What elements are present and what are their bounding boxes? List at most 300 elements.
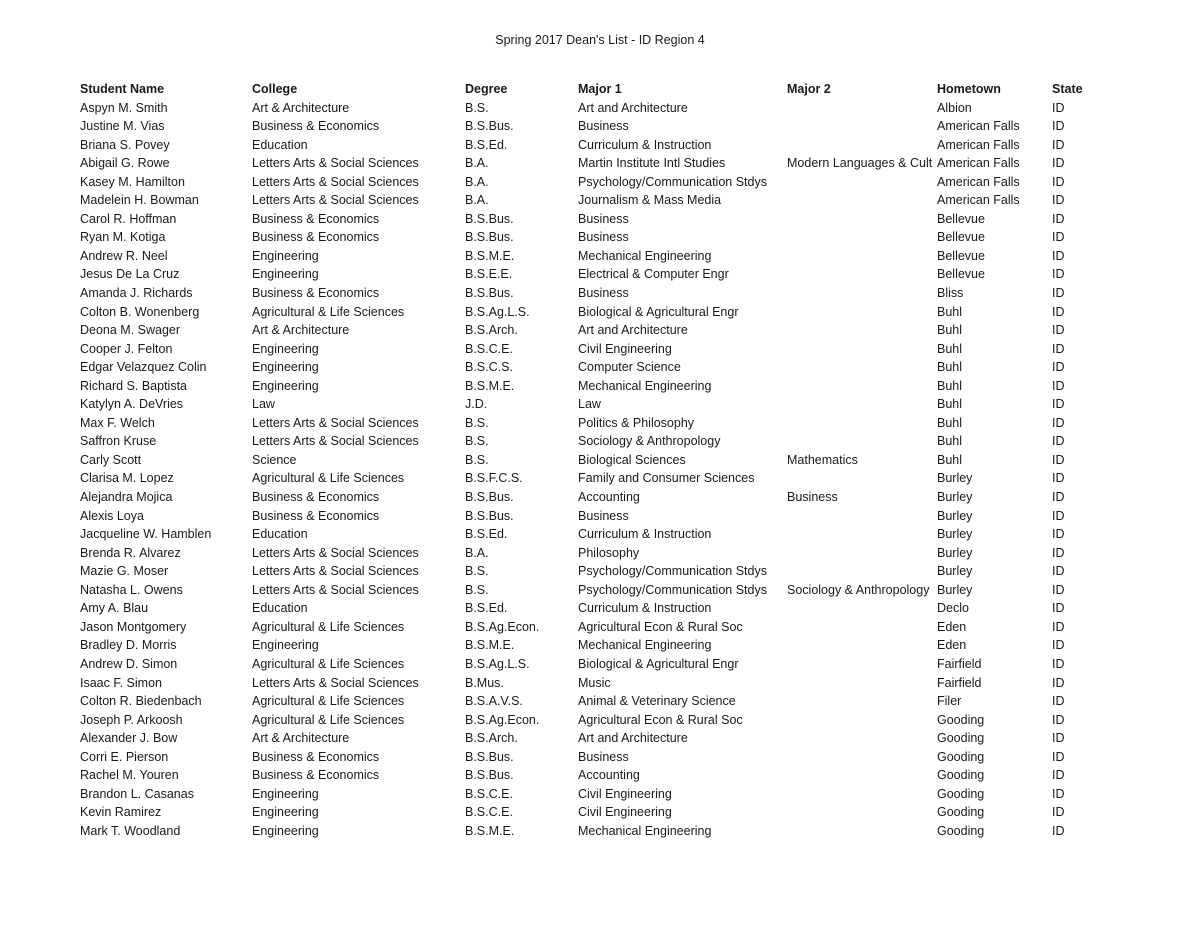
degree-cell: B.A. (465, 174, 489, 189)
hometown-cell: Filer (937, 694, 962, 709)
degree-cell: B.S.C.S. (465, 360, 513, 375)
state-cell: ID (1052, 323, 1065, 338)
major-1-cell: Business (578, 211, 629, 226)
table-row (78, 507, 1098, 526)
column-header-college: College (252, 82, 298, 96)
major-2-cell (785, 692, 935, 711)
major-2-cell (785, 321, 935, 340)
major-2-cell (785, 414, 935, 433)
major-2-cell: Modern Languages & Cult (787, 156, 933, 171)
college-cell: Science (252, 452, 297, 467)
degree-cell: B.A. (465, 545, 489, 560)
table-row (78, 432, 1098, 451)
major-2-cell (785, 228, 935, 247)
major-1-cell: Civil Engineering (578, 341, 672, 356)
hometown-cell: Buhl (937, 304, 963, 319)
college-cell: Agricultural & Life Sciences (252, 712, 405, 727)
hometown-cell: Gooding (937, 749, 985, 764)
hometown-cell: Bellevue (937, 248, 985, 263)
hometown-cell: Bliss (937, 286, 964, 301)
major-2-cell (785, 766, 935, 785)
hometown-cell: Eden (937, 638, 967, 653)
table-row (78, 544, 1098, 563)
college-cell: Letters Arts & Social Sciences (252, 415, 419, 430)
table-row (78, 321, 1098, 340)
major-1-cell: Business (578, 749, 629, 764)
college-cell: Business & Economics (252, 768, 380, 783)
student-name-cell: Joseph P. Arkoosh (80, 712, 183, 727)
hometown-cell: Burley (937, 582, 973, 597)
major-1-cell: Curriculum & Instruction (578, 601, 712, 616)
major-1-cell: Accounting (578, 490, 640, 505)
major-1-cell: Business (578, 119, 629, 134)
table-row (78, 581, 1098, 600)
hometown-cell: Albion (937, 100, 972, 115)
state-cell: ID (1052, 471, 1065, 486)
major-1-cell: Curriculum & Instruction (578, 527, 712, 542)
student-name-cell: Abigail G. Rowe (80, 156, 170, 171)
degree-cell: B.S.A.V.S. (465, 694, 523, 709)
student-name-cell: Colton B. Wonenberg (80, 304, 200, 319)
major-2-cell: Sociology & Anthropology (787, 582, 930, 597)
hometown-cell: Gooding (937, 712, 985, 727)
hometown-cell: American Falls (937, 156, 1020, 171)
degree-cell: B.A. (465, 193, 489, 208)
college-cell: Engineering (252, 267, 319, 282)
hometown-cell: Buhl (937, 452, 963, 467)
table-row (78, 265, 1098, 284)
major-2-cell (785, 803, 935, 822)
major-2-cell (785, 265, 935, 284)
major-1-cell: Mechanical Engineering (578, 638, 712, 653)
table-row (78, 247, 1098, 266)
table-row (78, 136, 1098, 155)
table-row (78, 173, 1098, 192)
state-cell: ID (1052, 768, 1065, 783)
degree-cell: B.S.Arch. (465, 731, 518, 746)
degree-cell: B.S.Ag.Econ. (465, 619, 540, 634)
table-row (78, 191, 1098, 210)
college-cell: Business & Economics (252, 286, 380, 301)
hometown-cell: Gooding (937, 768, 985, 783)
table-row (78, 822, 1098, 841)
college-cell: Letters Arts & Social Sciences (252, 675, 419, 690)
college-cell: Agricultural & Life Sciences (252, 471, 405, 486)
degree-cell: B.S.M.E. (465, 823, 515, 838)
major-1-cell: Mechanical Engineering (578, 248, 712, 263)
table-row (78, 766, 1098, 785)
major-2-cell (785, 191, 935, 210)
degree-cell: B.S.Bus. (465, 490, 514, 505)
table-row (78, 803, 1098, 822)
column-header-hometown: Hometown (937, 82, 1001, 96)
major-1-cell: Business (578, 286, 629, 301)
document-title: Spring 2017 Dean's List - ID Region 4 (495, 33, 705, 47)
major-2-cell (785, 711, 935, 730)
college-cell: Letters Arts & Social Sciences (252, 156, 419, 171)
degree-cell: B.S.Ag.Econ. (465, 712, 540, 727)
student-name-cell: Amanda J. Richards (80, 286, 193, 301)
student-name-cell: Kevin Ramirez (80, 805, 162, 820)
student-name-cell: Briana S. Povey (80, 137, 170, 152)
hometown-cell: American Falls (937, 174, 1020, 189)
college-cell: Agricultural & Life Sciences (252, 694, 405, 709)
degree-cell: B.S. (465, 582, 489, 597)
major-2-cell (785, 507, 935, 526)
table-row (78, 599, 1098, 618)
college-cell: Letters Arts & Social Sciences (252, 582, 419, 597)
student-name-cell: Andrew R. Neel (80, 248, 168, 263)
table-row (78, 303, 1098, 322)
student-name-cell: Brenda R. Alvarez (80, 545, 181, 560)
major-1-cell: Philosophy (578, 545, 640, 560)
college-cell: Art & Architecture (252, 100, 350, 115)
student-name-cell: Rachel M. Youren (80, 768, 179, 783)
student-name-cell: Saffron Kruse (80, 434, 157, 449)
major-2-cell: Mathematics (787, 452, 858, 467)
student-name-cell: Katylyn A. DeVries (80, 397, 184, 412)
state-cell: ID (1052, 286, 1065, 301)
hometown-cell: Fairfield (937, 675, 982, 690)
degree-cell: B.S.C.E. (465, 805, 513, 820)
major-1-cell: Business (578, 230, 629, 245)
major-2-cell (785, 358, 935, 377)
state-cell: ID (1052, 712, 1065, 727)
major-2-cell (785, 618, 935, 637)
state-cell: ID (1052, 100, 1065, 115)
state-cell: ID (1052, 452, 1065, 467)
major-1-cell: Civil Engineering (578, 805, 672, 820)
major-2-cell (785, 469, 935, 488)
major-1-cell: Law (578, 397, 601, 412)
table-row (78, 636, 1098, 655)
major-2-cell (785, 655, 935, 674)
deans-list-table (78, 80, 1098, 840)
college-cell: Letters Arts & Social Sciences (252, 434, 419, 449)
degree-cell: B.S.C.E. (465, 786, 513, 801)
student-name-cell: Cooper J. Felton (80, 341, 173, 356)
major-1-cell: Agricultural Econ & Rural Soc (578, 619, 743, 634)
college-cell: Agricultural & Life Sciences (252, 619, 405, 634)
degree-cell: B.S.Ed. (465, 527, 508, 542)
student-name-cell: Carly Scott (80, 452, 142, 467)
degree-cell: B.A. (465, 156, 489, 171)
college-cell: Engineering (252, 248, 319, 263)
college-cell: Business & Economics (252, 508, 380, 523)
major-2-cell (785, 99, 935, 118)
student-name-cell: Corri E. Pierson (80, 749, 169, 764)
major-1-cell: Accounting (578, 768, 640, 783)
student-name-cell: Mark T. Woodland (80, 823, 181, 838)
table-row (78, 525, 1098, 544)
state-cell: ID (1052, 619, 1065, 634)
state-cell: ID (1052, 434, 1065, 449)
major-2-cell (785, 377, 935, 396)
hometown-cell: Buhl (937, 434, 963, 449)
major-1-cell: Biological & Agricultural Engr (578, 656, 739, 671)
student-name-cell: Aspyn M. Smith (80, 100, 168, 115)
hometown-cell: American Falls (937, 137, 1020, 152)
degree-cell: B.S.C.E. (465, 341, 513, 356)
major-2-cell (785, 432, 935, 451)
college-cell: Law (252, 397, 275, 412)
state-cell: ID (1052, 601, 1065, 616)
hometown-cell: Eden (937, 619, 967, 634)
hometown-cell: Buhl (937, 378, 963, 393)
major-1-cell: Politics & Philosophy (578, 415, 695, 430)
state-cell: ID (1052, 267, 1065, 282)
hometown-cell: Gooding (937, 731, 985, 746)
student-name-cell: Mazie G. Moser (80, 564, 169, 579)
college-cell: Engineering (252, 378, 319, 393)
major-1-cell: Psychology/Communication Stdys (578, 582, 767, 597)
table-row (78, 154, 1098, 173)
state-cell: ID (1052, 731, 1065, 746)
major-2-cell (785, 636, 935, 655)
hometown-cell: Buhl (937, 323, 963, 338)
major-2-cell (785, 284, 935, 303)
college-cell: Art & Architecture (252, 731, 350, 746)
hometown-cell: Buhl (937, 397, 963, 412)
hometown-cell: Gooding (937, 786, 985, 801)
table-row (78, 210, 1098, 229)
college-cell: Engineering (252, 805, 319, 820)
student-name-cell: Andrew D. Simon (80, 656, 178, 671)
student-name-cell: Clarisa M. Lopez (80, 471, 174, 486)
degree-cell: B.S.M.E. (465, 248, 515, 263)
major-2-cell (785, 785, 935, 804)
degree-cell: B.S. (465, 564, 489, 579)
table-row (78, 711, 1098, 730)
college-cell: Engineering (252, 823, 319, 838)
major-1-cell: Journalism & Mass Media (578, 193, 722, 208)
major-1-cell: Computer Science (578, 360, 681, 375)
college-cell: Engineering (252, 360, 319, 375)
degree-cell: B.S. (465, 100, 489, 115)
state-cell: ID (1052, 638, 1065, 653)
degree-cell: B.S.Bus. (465, 286, 514, 301)
major-1-cell: Psychology/Communication Stdys (578, 174, 767, 189)
major-1-cell: Curriculum & Instruction (578, 137, 712, 152)
college-cell: Business & Economics (252, 211, 380, 226)
student-name-cell: Jacqueline W. Hamblen (80, 527, 212, 542)
degree-cell: B.S. (465, 452, 489, 467)
table-row (78, 469, 1098, 488)
table-row (78, 99, 1098, 118)
header-row (78, 80, 1098, 99)
college-cell: Education (252, 601, 308, 616)
major-1-cell: Art and Architecture (578, 100, 688, 115)
hometown-cell: Burley (937, 490, 973, 505)
table-row (78, 488, 1098, 507)
table-row (78, 451, 1098, 470)
hometown-cell: Burley (937, 564, 973, 579)
college-cell: Education (252, 137, 308, 152)
student-name-cell: Ryan M. Kotiga (80, 230, 166, 245)
hometown-cell: Fairfield (937, 656, 982, 671)
college-cell: Education (252, 527, 308, 542)
major-1-cell: Music (578, 675, 611, 690)
student-name-cell: Isaac F. Simon (80, 675, 162, 690)
student-name-cell: Justine M. Vias (80, 119, 165, 134)
degree-cell: B.Mus. (465, 675, 504, 690)
major-1-cell: Business (578, 508, 629, 523)
student-name-cell: Colton R. Biedenbach (80, 694, 202, 709)
degree-cell: B.S.Bus. (465, 768, 514, 783)
major-2-cell (785, 210, 935, 229)
major-1-cell: Psychology/Communication Stdys (578, 564, 767, 579)
table-row (78, 692, 1098, 711)
table-row (78, 414, 1098, 433)
state-cell: ID (1052, 656, 1065, 671)
degree-cell: B.S. (465, 434, 489, 449)
major-1-cell: Biological Sciences (578, 452, 686, 467)
state-cell: ID (1052, 527, 1065, 542)
column-header-state: State (1052, 82, 1083, 96)
major-1-cell: Civil Engineering (578, 786, 672, 801)
major-2-cell (785, 544, 935, 563)
state-cell: ID (1052, 675, 1065, 690)
major-1-cell: Electrical & Computer Engr (578, 267, 729, 282)
college-cell: Letters Arts & Social Sciences (252, 545, 419, 560)
student-name-cell: Kasey M. Hamilton (80, 174, 185, 189)
degree-cell: B.S.F.C.S. (465, 471, 523, 486)
table-row (78, 618, 1098, 637)
college-cell: Business & Economics (252, 749, 380, 764)
major-2-cell (785, 117, 935, 136)
major-1-cell: Agricultural Econ & Rural Soc (578, 712, 743, 727)
college-cell: Engineering (252, 341, 319, 356)
degree-cell: B.S.Ed. (465, 601, 508, 616)
hometown-cell: Burley (937, 508, 973, 523)
state-cell: ID (1052, 582, 1065, 597)
major-2-cell (785, 599, 935, 618)
major-1-cell: Family and Consumer Sciences (578, 471, 755, 486)
table-row (78, 358, 1098, 377)
student-name-cell: Richard S. Baptista (80, 378, 187, 393)
state-cell: ID (1052, 786, 1065, 801)
major-2-cell (785, 303, 935, 322)
state-cell: ID (1052, 174, 1065, 189)
major-1-cell: Animal & Veterinary Science (578, 694, 736, 709)
student-name-cell: Madelein H. Bowman (80, 193, 199, 208)
degree-cell: B.S. (465, 415, 489, 430)
hometown-cell: Gooding (937, 823, 985, 838)
hometown-cell: American Falls (937, 119, 1020, 134)
major-2-cell (785, 729, 935, 748)
student-name-cell: Edgar Velazquez Colin (80, 360, 207, 375)
hometown-cell: Burley (937, 545, 973, 560)
student-name-cell: Deona M. Swager (80, 323, 181, 338)
degree-cell: B.S.Bus. (465, 211, 514, 226)
college-cell: Engineering (252, 638, 319, 653)
column-header-degree: Degree (465, 82, 508, 96)
major-2-cell (785, 748, 935, 767)
degree-cell: B.S.E.E. (465, 267, 513, 282)
table-row (78, 785, 1098, 804)
state-cell: ID (1052, 378, 1065, 393)
student-name-cell: Alexander J. Bow (80, 731, 178, 746)
column-header-major-2: Major 2 (787, 82, 831, 96)
college-cell: Letters Arts & Social Sciences (252, 564, 419, 579)
state-cell: ID (1052, 119, 1065, 134)
state-cell: ID (1052, 415, 1065, 430)
hometown-cell: Burley (937, 527, 973, 542)
state-cell: ID (1052, 749, 1065, 764)
major-2-cell (785, 525, 935, 544)
state-cell: ID (1052, 230, 1065, 245)
degree-cell: B.S.M.E. (465, 378, 515, 393)
major-1-cell: Art and Architecture (578, 323, 688, 338)
college-cell: Business & Economics (252, 490, 380, 505)
major-1-cell: Mechanical Engineering (578, 823, 712, 838)
major-1-cell: Mechanical Engineering (578, 378, 712, 393)
major-2-cell (785, 136, 935, 155)
hometown-cell: Burley (937, 471, 973, 486)
state-cell: ID (1052, 823, 1065, 838)
table-row (78, 377, 1098, 396)
major-1-cell: Martin Institute Intl Studies (578, 156, 726, 171)
college-cell: Letters Arts & Social Sciences (252, 174, 419, 189)
major-1-cell: Art and Architecture (578, 731, 688, 746)
state-cell: ID (1052, 304, 1065, 319)
major-2-cell (785, 395, 935, 414)
state-cell: ID (1052, 545, 1065, 560)
major-2-cell (785, 340, 935, 359)
college-cell: Letters Arts & Social Sciences (252, 193, 419, 208)
state-cell: ID (1052, 211, 1065, 226)
college-cell: Engineering (252, 786, 319, 801)
degree-cell: B.S.Bus. (465, 749, 514, 764)
college-cell: Agricultural & Life Sciences (252, 304, 405, 319)
state-cell: ID (1052, 564, 1065, 579)
major-2-cell (785, 247, 935, 266)
degree-cell: B.S.Ed. (465, 137, 508, 152)
degree-cell: B.S.Bus. (465, 230, 514, 245)
college-cell: Business & Economics (252, 119, 380, 134)
state-cell: ID (1052, 490, 1065, 505)
student-name-cell: Bradley D. Morris (80, 638, 177, 653)
hometown-cell: Buhl (937, 341, 963, 356)
table-row (78, 340, 1098, 359)
major-2-cell (785, 562, 935, 581)
table-row (78, 395, 1098, 414)
table-row (78, 674, 1098, 693)
hometown-cell: Buhl (937, 360, 963, 375)
state-cell: ID (1052, 156, 1065, 171)
table-body (78, 99, 1098, 841)
table-row (78, 117, 1098, 136)
student-name-cell: Jason Montgomery (80, 619, 187, 634)
student-name-cell: Brandon L. Casanas (80, 786, 194, 801)
state-cell: ID (1052, 341, 1065, 356)
degree-cell: B.S.Arch. (465, 323, 518, 338)
degree-cell: B.S.Bus. (465, 508, 514, 523)
college-cell: Art & Architecture (252, 323, 350, 338)
degree-cell: B.S.Bus. (465, 119, 514, 134)
major-2-cell: Business (787, 490, 838, 505)
hometown-cell: Bellevue (937, 267, 985, 282)
degree-cell: B.S.M.E. (465, 638, 515, 653)
hometown-cell: Declo (937, 601, 969, 616)
state-cell: ID (1052, 193, 1065, 208)
college-cell: Agricultural & Life Sciences (252, 656, 405, 671)
student-name-cell: Amy A. Blau (80, 601, 149, 616)
state-cell: ID (1052, 137, 1065, 152)
state-cell: ID (1052, 694, 1065, 709)
state-cell: ID (1052, 360, 1065, 375)
table-row (78, 284, 1098, 303)
